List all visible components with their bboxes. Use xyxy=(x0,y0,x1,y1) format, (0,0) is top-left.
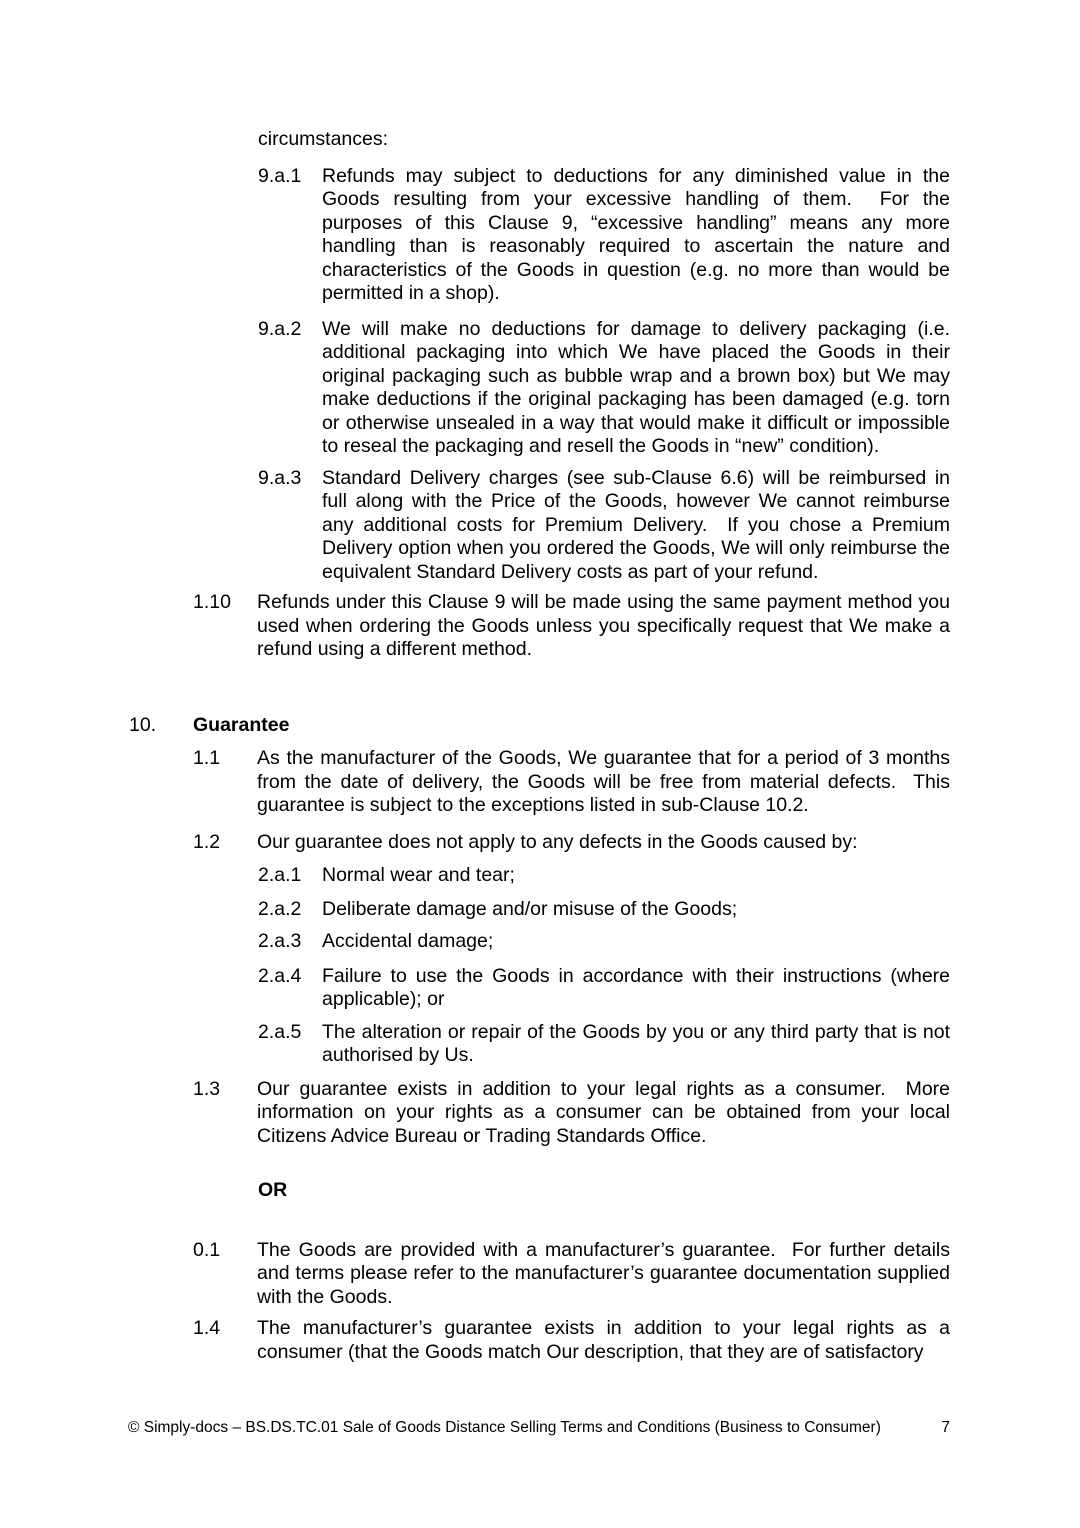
footer-copyright: © Simply-docs – BS.DS.TC.01 Sale of Goods Distance Selling Terms and Conditions (Business to Consumer) xyxy=(128,1419,881,1436)
clause-1-3 xyxy=(129,1077,956,1149)
clause-number: 9.a.1 xyxy=(258,164,302,187)
clause-text: The manufacturer’s guarantee exists in addition to your legal rights as a consumer (that the Goods match Our description, that they are of satisfactory xyxy=(257,1317,956,1363)
page-footer xyxy=(128,1416,950,1439)
clause-text: Deliberate damage and/or misuse of the Goods; xyxy=(322,897,738,920)
clause-number: 9.a.2 xyxy=(258,317,302,340)
clause-number: 1.1 xyxy=(193,747,221,769)
clause-number: 1.4 xyxy=(193,1317,221,1339)
clause-text: Our guarantee does not apply to any defects in the Goods caused by: xyxy=(257,830,858,853)
clause-2a1 xyxy=(129,864,950,888)
clause-1-1 xyxy=(129,747,956,818)
clause-number: 1.2 xyxy=(193,830,221,853)
clause-text: The Goods are provided with a manufacturer’s guarantee. For further details and terms please refer to the manufacturer’s guarantee documentation supplied with the Goods. xyxy=(257,1238,956,1308)
clause-text: We will make no deductions for damage to delivery packaging (i.e. additional packaging into which We have placed the Goods in their original packaging such as bubble wrap and a brown box) but We may make deductions if the original packaging has been damaged (e.g. torn or otherwise unsealed in a way that would make it difficult or impossible to reseal the packaging and resell the Goods in “new” condition). xyxy=(322,317,956,457)
clause-0-1 xyxy=(129,1238,956,1310)
section-number: 10. xyxy=(129,713,157,736)
clause-2a3 xyxy=(129,930,950,954)
clause-number: 2.a.4 xyxy=(258,964,302,987)
clause-text: Our guarantee exists in addition to your legal rights as a consumer. More information on your rights as a consumer can be obtained from your local Citizens Advice Bureau or Trading Standards Office. xyxy=(257,1077,956,1147)
clause-number: 2.a.2 xyxy=(258,897,302,920)
footer-page-number: 7 xyxy=(941,1419,950,1436)
paragraph-text: circumstances: xyxy=(258,128,389,150)
clause-2a2 xyxy=(129,898,950,922)
clause-text: Failure to use the Goods in accordance with their instructions (where applicable); or xyxy=(322,964,956,1010)
clause-text: Standard Delivery charges (see sub-Clause 6.6) will be reimbursed in full along with the Price of the Goods, however We cannot reimburse any additional costs for Premium Delivery. If you chose a Premium Delivery option when you ordered the Goods, We will only reimburse the equivalent Standard Delivery costs as part of your refund. xyxy=(322,466,956,583)
clause-9a2 xyxy=(129,317,956,459)
or-label xyxy=(129,1179,950,1203)
clause-text: As the manufacturer of the Goods, We guarantee that for a period of 3 months from the date of delivery, the Goods will be free from material defects. This guarantee is subject to the exceptions listed in sub-Clause 10.2. xyxy=(257,747,956,816)
clause-number: 2.a.5 xyxy=(258,1020,302,1043)
document-content xyxy=(129,128,956,1364)
clause-9a3 xyxy=(129,466,956,585)
clause-text: The alteration or repair of the Goods by you or any third party that is not authorised by Us. xyxy=(322,1020,956,1066)
clause-number: 1.10 xyxy=(193,591,231,613)
clause-9a1 xyxy=(129,164,956,306)
clause-1-10 xyxy=(129,591,956,662)
clause-text: Refunds may subject to deductions for any diminished value in the Goods resulting from your excessive handling of them. For the purposes of this Clause 9, “excessive handling” means any more handling than is reasonably required to ascertain the nature and characteristics of the Goods in question (e.g. no more than would be permitted in a shop). xyxy=(322,164,956,304)
section-title: Guarantee xyxy=(193,713,290,736)
or-text: OR xyxy=(258,1179,288,1201)
clause-2a4 xyxy=(129,964,956,1012)
clause-1-2 xyxy=(129,831,950,855)
clause-text: Accidental damage; xyxy=(322,930,494,952)
clause-text: Refunds under this Clause 9 will be made using the same payment method you used when ordering the Goods unless you specifically request that We make a refund using a different method. xyxy=(257,591,956,660)
clause-number: 2.a.1 xyxy=(258,864,302,886)
paragraph-circumstances xyxy=(129,128,950,152)
section-heading-guarantee xyxy=(129,714,950,738)
clause-1-4 xyxy=(129,1317,956,1364)
clause-number: 2.a.3 xyxy=(258,930,302,952)
clause-2a5 xyxy=(129,1020,956,1068)
clause-number: 1.3 xyxy=(193,1077,221,1100)
clause-text: Normal wear and tear; xyxy=(322,864,515,886)
clause-number: 0.1 xyxy=(193,1238,221,1261)
clause-number: 9.a.3 xyxy=(258,466,302,489)
